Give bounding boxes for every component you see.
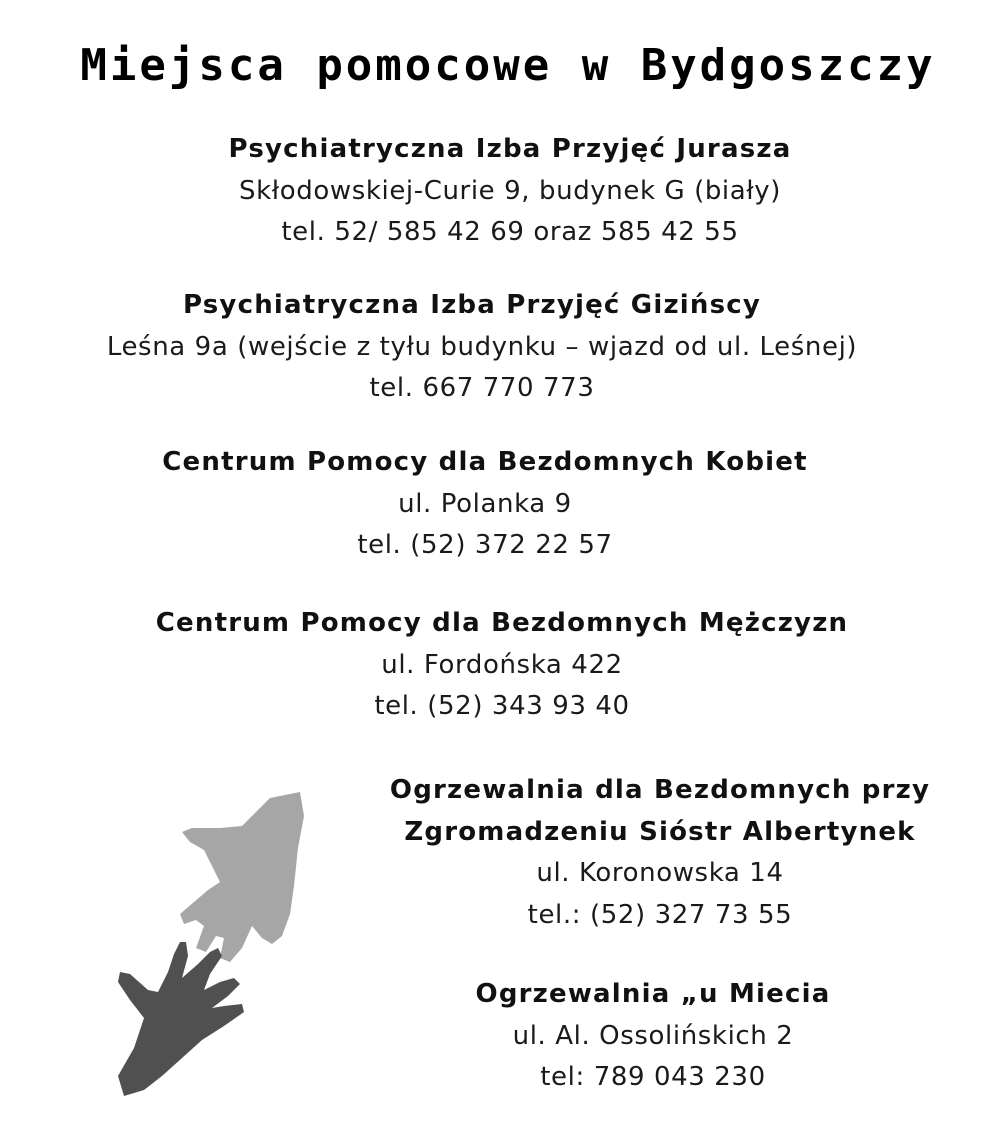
place-address: Leśna 9a (wejście z tyłu budynku – wjazd od ul. Leśnej) xyxy=(106,331,858,362)
place-entry-men-shelter xyxy=(122,603,882,728)
place-address: ul. Polanka 9 xyxy=(398,488,572,519)
place-entry-women-shelter xyxy=(135,442,835,567)
place-phone[interactable]: tel. (52) 343 93 40 xyxy=(374,691,630,721)
page-title: Miejsca pomocowe w Bydgoszczy xyxy=(80,40,936,91)
place-name-line1: Ogrzewalnia dla Bezdomnych przy xyxy=(389,775,931,805)
place-name: Psychiatryczna Izba Przyjęć Jurasza xyxy=(228,134,792,164)
place-phone[interactable]: tel.: (52) 327 73 55 xyxy=(527,899,793,930)
place-name: Centrum Pomocy dla Bezdomnych Kobiet xyxy=(162,447,808,477)
place-address: ul. Fordońska 422 xyxy=(381,649,623,680)
place-phone[interactable]: tel: 789 043 230 xyxy=(540,1062,766,1092)
place-phone[interactable]: tel. (52) 372 22 57 xyxy=(357,530,613,560)
light-hand-icon xyxy=(180,792,304,962)
place-phone[interactable]: tel. 52/ 585 42 69 oraz 585 42 55 xyxy=(281,217,739,247)
place-name: Ogrzewalnia „u Miecia xyxy=(475,979,831,1009)
dark-hand-icon xyxy=(118,942,244,1096)
place-name-line2: Zgromadzeniu Sióstr Albertynek xyxy=(404,816,916,847)
place-address: ul. Koronowska 14 xyxy=(536,858,784,888)
place-entry-u-miecia xyxy=(403,974,903,1099)
place-entry-gizinscy xyxy=(20,285,944,410)
place-name: Psychiatryczna Izba Przyjęć Gizińscy xyxy=(182,290,762,320)
place-address: Skłodowskiej-Curie 9, budynek G (biały) xyxy=(238,175,782,206)
helping-hands-icon xyxy=(112,786,312,1106)
place-entry-albertynki xyxy=(340,770,980,936)
place-name: Centrum Pomocy dla Bezdomnych Mężczyzn xyxy=(155,608,849,638)
place-entry-jurasza xyxy=(160,129,860,254)
place-address: ul. Al. Ossolińskich 2 xyxy=(512,1020,794,1051)
place-phone[interactable]: tel. 667 770 773 xyxy=(369,373,595,403)
